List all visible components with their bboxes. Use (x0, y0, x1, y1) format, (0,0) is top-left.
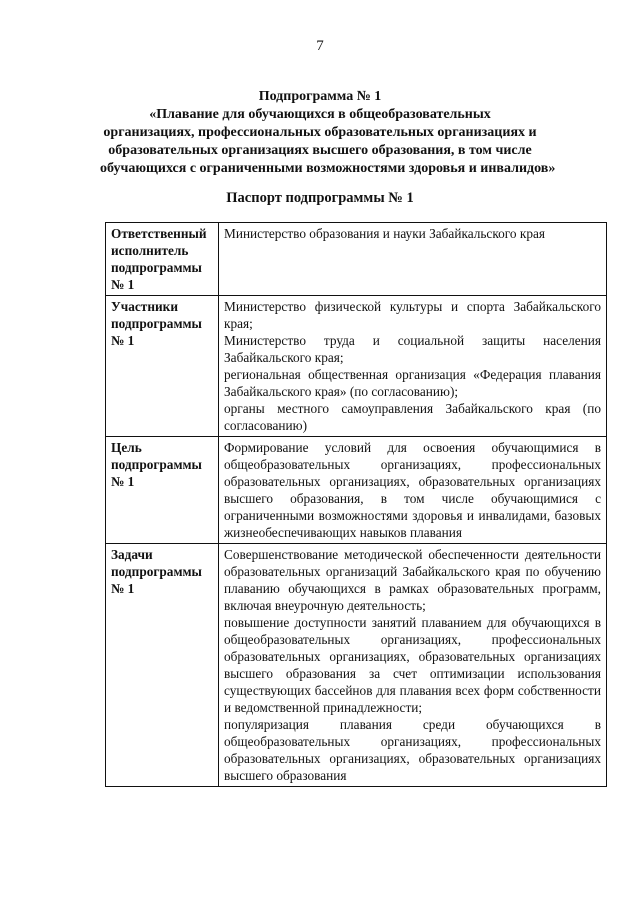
heading-line: обучающихся с ограниченными возможностями здоровья и инвалидов» (100, 161, 556, 176)
passport-table (105, 222, 607, 787)
heading-line: Подпрограмма № 1 (258, 89, 382, 104)
table-row-responsible (106, 223, 607, 296)
value-line: Министерство образования и науки Забайкальского края (224, 226, 545, 241)
row-value (219, 296, 607, 437)
passport-title: Паспорт подпрограммы № 1 (226, 190, 414, 206)
row-label (106, 223, 219, 296)
label-line: Цель (111, 440, 142, 455)
label-line: исполнитель (111, 243, 189, 258)
value-line: органы местного самоуправления Забайкальского края (по согласованию) (224, 401, 601, 433)
value-line: Министерство физической культуры и спорта Забайкальского края; (224, 299, 601, 331)
label-line: подпрограммы (111, 316, 202, 331)
label-line: Задачи (111, 547, 153, 562)
subprogram-heading (100, 88, 556, 178)
row-label (106, 437, 219, 544)
label-line: № 1 (111, 581, 135, 596)
value-line: Министерство труда и социальной защиты населения Забайкальского края; (224, 333, 601, 365)
value-line: Формирование условий для освоения обучающимися в общеобразовательных организациях, профессиональных образовательных организациях, образовательных организациях высшего образования, в том числе обучающимися с ограниченными возможностями здоровья и инвалидами, базовых жизнеобеспечивающих навыков плавания (224, 440, 601, 540)
value-line: популяризация плавания среди обучающихся в общеобразовательных организациях, профессиональных образовательных организациях, образовательных организациях высшего образования (224, 717, 601, 783)
page-number: 7 (316, 38, 324, 54)
value-line: повышение доступности занятий плаванием для обучающихся в общеобразовательных организациях, профессиональных образовательных организациях, образовательных организациях высшего образования за счет оптимизации использования существующих бассейнов для плавания всех форм собственности и ведомственной принадлежности; (224, 615, 601, 715)
label-line: подпрограммы (111, 260, 202, 275)
table-row-tasks (106, 544, 607, 787)
heading-line: «Плавание для обучающихся в общеобразовательных (149, 107, 491, 122)
row-value (219, 437, 607, 544)
label-line: № 1 (111, 474, 135, 489)
row-value (219, 223, 607, 296)
row-label (106, 544, 219, 787)
label-line: подпрограммы (111, 457, 202, 472)
heading-line: образовательных организациях высшего образования, в том числе (108, 143, 532, 158)
label-line: № 1 (111, 277, 135, 292)
label-line: № 1 (111, 333, 135, 348)
value-line: региональная общественная организация «Федерация плавания Забайкальского края» (по согласованию); (224, 367, 601, 399)
label-line: Участники (111, 299, 178, 314)
heading-line: организациях, профессиональных образовательных организациях и (103, 125, 537, 140)
label-line: подпрограммы (111, 564, 202, 579)
row-label (106, 296, 219, 437)
row-value (219, 544, 607, 787)
table-row-participants (106, 296, 607, 437)
value-line: Совершенствование методической обеспеченности деятельности образовательных организаций Забайкальского края по обучению плаванию обучающихся в рамках образовательных программ, включая внеурочную деятельность; (224, 547, 601, 613)
label-line: Ответственный (111, 226, 207, 241)
table-row-goal (106, 437, 607, 544)
